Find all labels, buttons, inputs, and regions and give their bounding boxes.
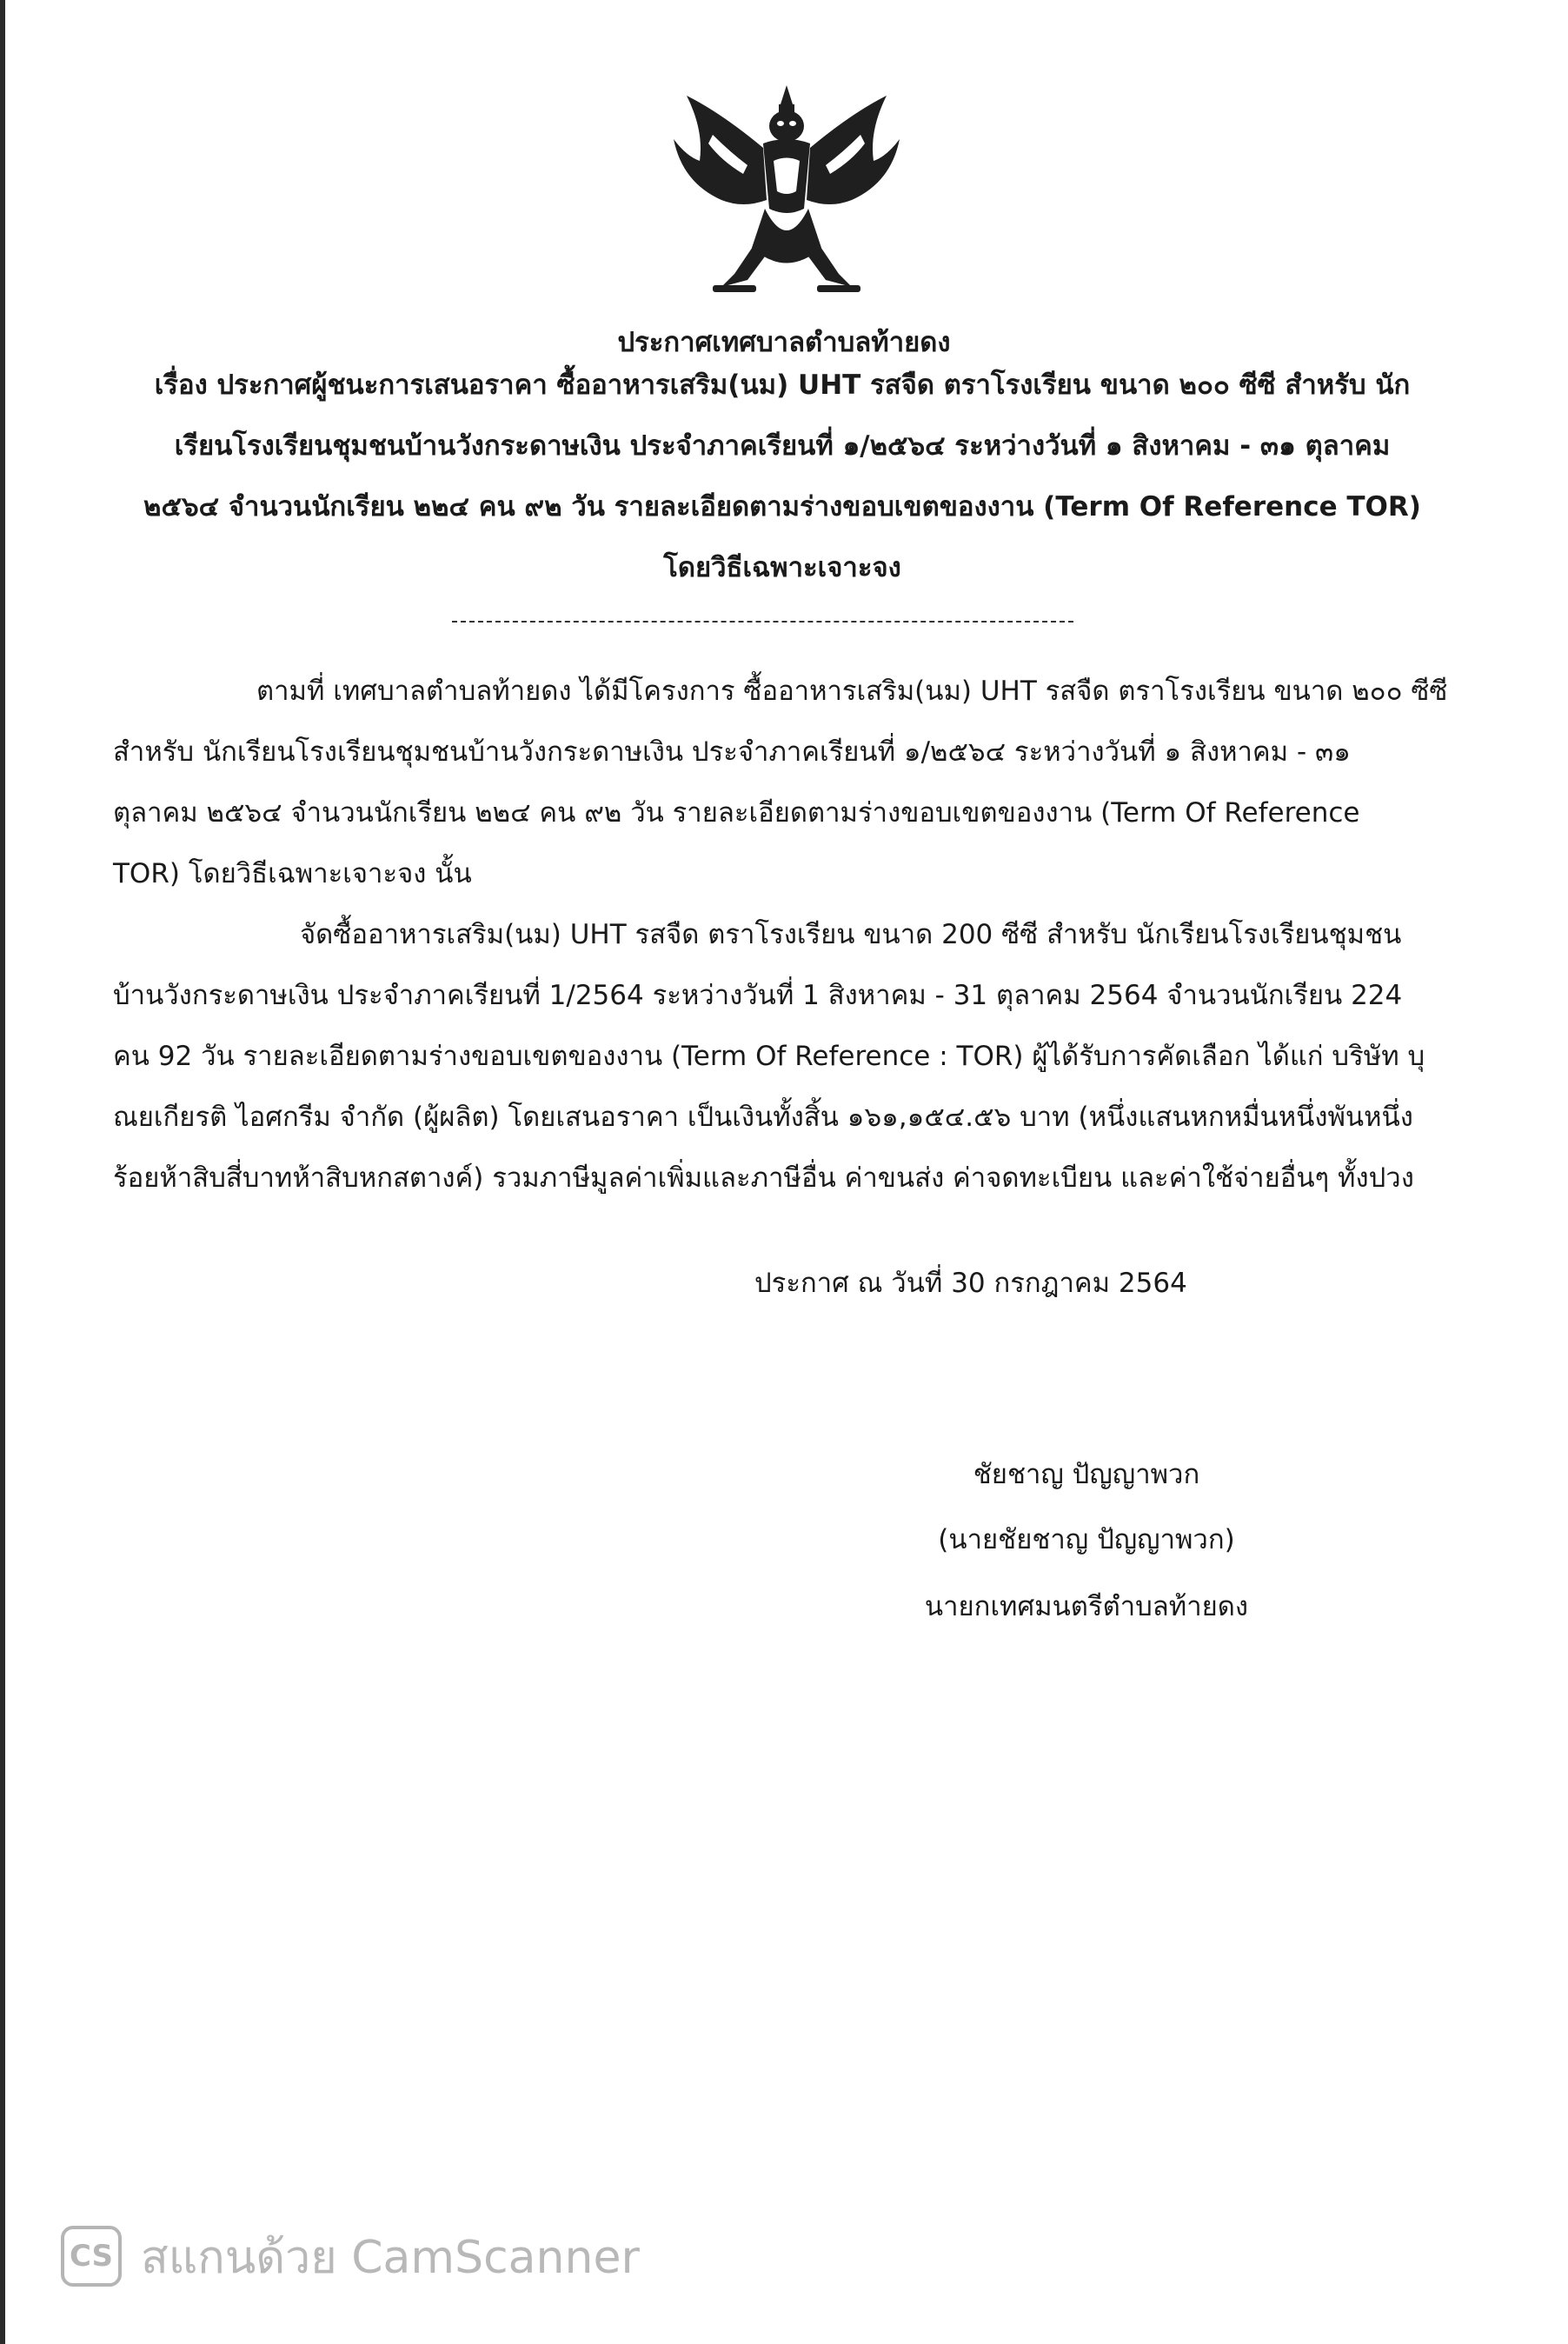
divider-line bbox=[452, 621, 1073, 623]
watermark-text: สแกนด้วย CamScanner bbox=[141, 2231, 640, 2284]
paragraph-line: สำหรับ นักเรียนโรงเรียนชุมชนบ้านวังกระดาษเงิน ประจำภาคเรียนที่ ๑/๒๕๖๔ ระหว่างวันที่ ๑ สิงหาคม - ๓๑ bbox=[113, 736, 1351, 768]
subject-line: ๒๕๖๔ จำนวนนักเรียน ๒๒๔ คน ๙๒ วัน รายละเอียดตามร่างขอบเขตของงาน (Term Of Reference TOR) bbox=[143, 491, 1421, 523]
paragraph-intro bbox=[113, 661, 1448, 904]
paragraph-line: ณยเกียรติ ไอศกรีม จำกัด (ผู้ผลิต) โดยเสนอราคา เป็นเงินทั้งสิ้น ๑๖๑,๑๕๔.๕๖ บาท (หนึ่งแสนหกหมื่นหนึ่งพันหนึ่ง bbox=[113, 1102, 1413, 1133]
paragraph-line: ตามที่ เทศบาลตำบลท้ายดง ได้มีโครงการ ซื้ออาหารเสริม(นม) UHT รสจืด ตราโรงเรียน ขนาด ๒๐๐ ซีซี bbox=[256, 676, 1448, 707]
signature-name: ชัยชาญ ปัญญาพวก bbox=[973, 1459, 1200, 1490]
subject-block bbox=[130, 355, 1434, 598]
paragraph-line: บ้านวังกระดาษเงิน ประจำภาคเรียนที่ 1/2564 ระหว่างวันที่ 1 สิงหาคม - 31 ตุลาคม 2564 จำนวนนักเรียน 224 bbox=[113, 980, 1403, 1011]
signature-position: นายกเทศมนตรีตำบลท้ายดง bbox=[924, 1591, 1249, 1622]
subject-line: เรื่อง ประกาศผู้ชนะการเสนอราคา ซื้ออาหารเสริม(นม) UHT รสจืด ตราโรงเรียน ขนาด ๒๐๐ ซีซี สำหรับ นัก bbox=[154, 370, 1411, 401]
camscanner-logo-icon: CS bbox=[61, 2226, 122, 2287]
paragraph-award bbox=[113, 904, 1425, 1209]
paragraph-line: จัดซื้ออาหารเสริม(นม) UHT รสจืด ตราโรงเรียน ขนาด 200 ซีซี สำหรับ นักเรียนโรงเรียนชุมชน bbox=[300, 919, 1402, 950]
signature-name-paren: (นายชัยชาญ ปัญญาพวก) bbox=[938, 1524, 1235, 1555]
paragraph-line: ตุลาคม ๒๕๖๔ จำนวนนักเรียน ๒๒๔ คน ๙๒ วัน รายละเอียดตามร่างขอบเขตของงาน (Term Of Reference bbox=[113, 797, 1360, 829]
announce-date: ประกาศ ณ วันที่ 30 กรกฎาคม 2564 bbox=[754, 1268, 1187, 1299]
scanner-watermark bbox=[61, 2221, 640, 2291]
subject-line: โดยวิธีเฉพาะเจาะจง bbox=[663, 552, 901, 583]
paragraph-line: ร้อยห้าสิบสี่บาทห้าสิบหกสตางค์) รวมภาษีมูลค่าเพิ่มและภาษีอื่น ค่าขนส่ง ค่าจดทะเบียน และค่าใช้จ่ายอื่นๆ ทั้งปวง bbox=[113, 1162, 1414, 1194]
paragraph-line: คน 92 วัน รายละเอียดตามร่างขอบเขตของงาน (Term Of Reference : TOR) ผู้ได้รับการคัดเลือก ได้แก่ บริษัท บุ bbox=[113, 1041, 1425, 1072]
paragraph-line: TOR) โดยวิธีเฉพาะเจาะจง นั้น bbox=[113, 858, 472, 889]
garuda-emblem-icon bbox=[661, 78, 913, 304]
document-title: ประกาศเทศบาลตำบลท้ายดง bbox=[617, 327, 951, 358]
subject-line: เรียนโรงเรียนชุมชนบ้านวังกระดาษเงิน ประจำภาคเรียนที่ ๑/๒๕๖๔ ระหว่างวันที่ ๑ สิงหาคม - ๓๑ ตุลาคม bbox=[174, 430, 1391, 462]
